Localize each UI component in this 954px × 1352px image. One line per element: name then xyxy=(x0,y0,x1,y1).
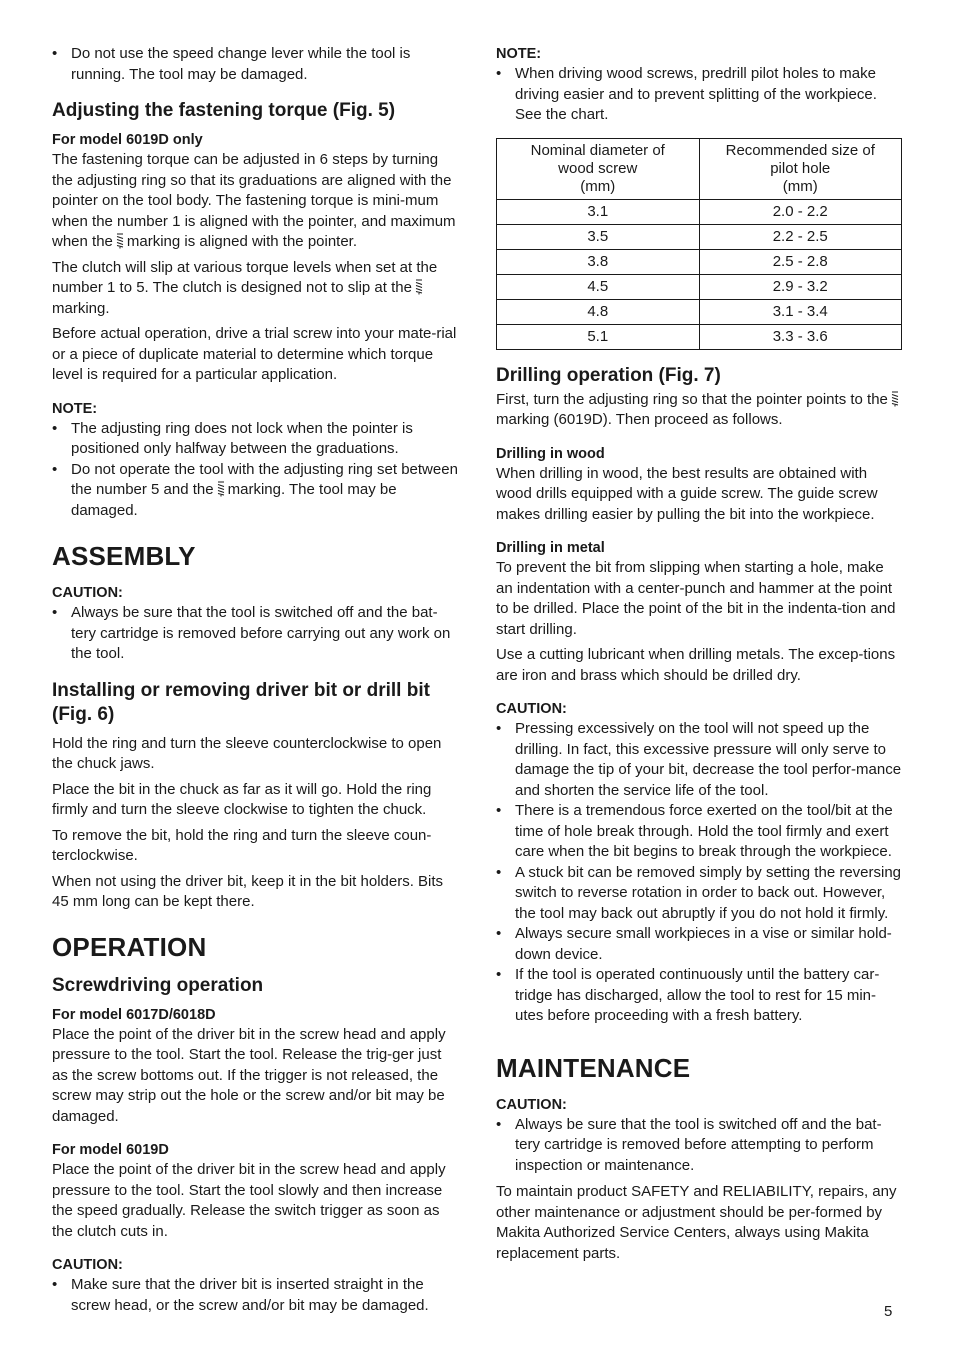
table-cell: 3.8 xyxy=(497,249,700,274)
list-item: • A stuck bit can be removed simply by setting the reversing switch to reverse rotation in order to back out. However, the tool may back out abruptly if you do not hold it firmly. xyxy=(496,863,902,925)
pilot-hole-chart xyxy=(496,138,902,350)
table-row xyxy=(497,299,902,324)
text-segment: The clutch will slip at various torque levels when set at the number 1 to 5. The clutch is designed not to slip at the xyxy=(52,258,438,296)
torque-paragraph-3: Before actual operation, drive a trial screw into your mate-rial or a piece of duplicate material to determine which torque level is required for a particular application. xyxy=(52,325,457,383)
caution-label: CAUTION: xyxy=(52,1257,123,1273)
table-cell: 2.0 - 2.2 xyxy=(699,199,902,224)
note-list xyxy=(496,64,902,126)
list-item: • When driving wood screws, predrill pilot holes to make driving easier and to prevent splitting of the workpiece. See the chart. xyxy=(496,64,902,126)
text-segment: The fastening torque can be adjusted in 6 steps by turning the adjusting ring so that its graduations are aligned with the pointer on the tool body. The fastening torque is mini-mum when the number 1 is aligned with the pointer, and maximum when the xyxy=(52,151,456,250)
text-segment: marking (6019D). Then proceed as follows. xyxy=(496,411,783,428)
assembly-caution-list xyxy=(52,603,460,665)
header-line: Recommended size of xyxy=(725,141,875,159)
note-label: NOTE: xyxy=(496,46,542,62)
table-cell: 4.5 xyxy=(497,274,700,299)
table-row xyxy=(497,249,902,274)
table-header-row xyxy=(497,138,902,199)
operation-caution-list xyxy=(52,1275,460,1316)
maintenance-paragraph: To maintain product SAFETY and RELIABILITY, repairs, any other maintenance or adjustment should be per-formed by Makita Authorized Service Centers, always using Makita replacement parts. xyxy=(496,1183,897,1262)
left-column xyxy=(52,44,460,1322)
drill-bit-icon xyxy=(116,233,124,249)
list-item: • Do not use the speed change lever while the tool is running. The tool may be damaged. xyxy=(52,44,460,85)
caution-label: CAUTION: xyxy=(52,585,123,601)
table-cell: 2.5 - 2.8 xyxy=(699,249,902,274)
torque-paragraph-1 xyxy=(52,150,460,253)
drilling-metal-label: Drilling in metal xyxy=(496,540,605,556)
page-number: 5 xyxy=(884,1303,893,1320)
list-item: • The adjusting ring does not lock when the pointer is positioned only halfway between the graduations. xyxy=(52,419,460,460)
text-segment: First, turn the adjusting ring so that the pointer points to the xyxy=(496,390,888,408)
install-paragraph: Hold the ring and turn the sleeve counterclockwise to open the chuck jaws. xyxy=(52,734,442,772)
list-item: • Always be sure that the tool is switched off and the bat-tery cartridge is removed before attempting to perform inspection or maintenance. xyxy=(496,1115,902,1177)
caution-label: CAUTION: xyxy=(496,1096,567,1113)
table-row xyxy=(497,199,902,224)
table-cell: 2.9 - 3.2 xyxy=(699,274,902,299)
table-row xyxy=(497,224,902,249)
drilling-wood-label: Drilling in wood xyxy=(496,445,605,462)
header-line: Nominal diameter of xyxy=(530,141,665,159)
text-segment: marking. xyxy=(52,299,110,317)
drill-bit-icon xyxy=(415,279,423,295)
model-label: For model 6019D xyxy=(52,1142,169,1158)
lubricant-paragraph: Use a cutting lubricant when drilling metals. The excep-tions are iron and brass which should be drilled dry. xyxy=(496,646,896,684)
header-line: pilot hole xyxy=(770,159,831,177)
drill-bit-icon xyxy=(891,391,899,407)
operation-heading: OPERATION xyxy=(52,931,207,962)
drilling-heading: Drilling operation (Fig. 7) xyxy=(496,364,721,386)
install-paragraph: Place the bit in the chuck as far as it will go. Hold the ring firmly and turn the sleeve clockwise to tighten the chuck. xyxy=(52,780,432,818)
screwdriving-paragraph: Place the point of the driver bit in the screw head and apply pressure to the tool. Start the tool slowly and then increase the speed gradually. Release the switch trigger as soon as the clutch cuts in. xyxy=(52,1161,446,1240)
install-bit-heading: Installing or removing driver bit or drill bit (Fig. 6) xyxy=(52,679,430,725)
intro-bullet-list xyxy=(52,44,460,85)
drilling-intro xyxy=(496,390,902,431)
drilling-wood-paragraph: When drilling in wood, the best results are obtained with wood drills equipped with a guide screw. The guide screw makes drilling easier by pulling the bit into the workpiece. xyxy=(496,464,878,523)
header-line: (mm) xyxy=(782,177,818,195)
screwdriving-paragraph: Place the point of the driver bit in the screw head and apply pressure to the tool. Start the tool. Release the trig-ger just as the screw bottoms out. If the trigger is not released, the screw may strip out the hole or the screw and/or bit may be damaged. xyxy=(52,1025,446,1125)
column-header xyxy=(699,138,902,199)
install-paragraph: To remove the bit, hold the ring and turn the sleeve coun-terclockwise. xyxy=(52,826,432,864)
list-item: • Pressing excessively on the tool will not speed up the drilling. In fact, this excessive pressure will only serve to damage the tip of your bit, decrease the tool perfor-mance and shorten the service life of the tool. xyxy=(496,719,902,801)
right-column xyxy=(496,44,902,1269)
list-item: • Always be sure that the tool is switched off and the bat-tery cartridge is removed before carrying out any work on the tool. xyxy=(52,603,460,665)
torque-model-label: For model 6019D only xyxy=(52,132,203,148)
table-cell: 2.2 - 2.5 xyxy=(699,224,902,249)
list-item: • Make sure that the driver bit is inserted straight in the screw head, or the screw and/or bit may be damaged. xyxy=(52,1275,460,1316)
drilling-metal-paragraph: To prevent the bit from slipping when starting a hole, make an indentation with a center-punch and hammer at the point to be drilled. Place the point of the bit in the indenta-tion and start drilling. xyxy=(496,559,896,638)
table-cell: 3.1 xyxy=(497,199,700,224)
table-row xyxy=(497,324,902,349)
maintenance-caution-list xyxy=(496,1115,902,1177)
screwdriving-heading: Screwdriving operation xyxy=(52,974,264,996)
torque-heading: Adjusting the fastening torque (Fig. 5) xyxy=(52,100,396,121)
list-item: • There is a tremendous force exerted on the tool/bit at the time of hole break through. Hold the tool firmly and exert care when the bit begins to break through the workpiece. xyxy=(496,801,902,863)
caution-label: CAUTION: xyxy=(496,701,567,717)
model-label: For model 6017D/6018D xyxy=(52,1006,216,1023)
list-item: • Always secure small workpieces in a vise or similar hold-down device. xyxy=(496,924,902,965)
table-row xyxy=(497,274,902,299)
column-header xyxy=(497,138,700,199)
table-cell: 5.1 xyxy=(497,324,700,349)
assembly-heading: ASSEMBLY xyxy=(52,541,196,571)
maintenance-heading: MAINTENANCE xyxy=(496,1052,691,1083)
table-cell: 3.5 xyxy=(497,224,700,249)
text-segment: Do not operate the tool with the adjusting ring set between the number 5 and the xyxy=(71,460,458,498)
torque-note-list xyxy=(52,419,460,522)
text-segment: marking is aligned with the pointer. xyxy=(126,233,358,250)
list-item xyxy=(52,460,460,522)
header-line: wood screw xyxy=(558,159,638,177)
table-cell: 3.3 - 3.6 xyxy=(699,324,902,349)
install-paragraph: When not using the driver bit, keep it in the bit holders. Bits 45 mm long can be kept there. xyxy=(52,872,444,910)
list-item: • If the tool is operated continuously until the battery car-tridge has discharged, allow the tool to rest for 15 min-utes before proceeding with a fresh battery. xyxy=(496,965,902,1027)
drill-bit-icon xyxy=(217,481,225,497)
note-label: NOTE: xyxy=(52,400,98,417)
table-cell: 3.1 - 3.4 xyxy=(699,299,902,324)
drilling-caution-list xyxy=(496,719,902,1027)
torque-paragraph-2 xyxy=(52,258,460,320)
header-line: (mm) xyxy=(580,177,616,195)
table-cell: 4.8 xyxy=(497,299,700,324)
text-segment: marking. The tool may be damaged. xyxy=(71,481,397,519)
